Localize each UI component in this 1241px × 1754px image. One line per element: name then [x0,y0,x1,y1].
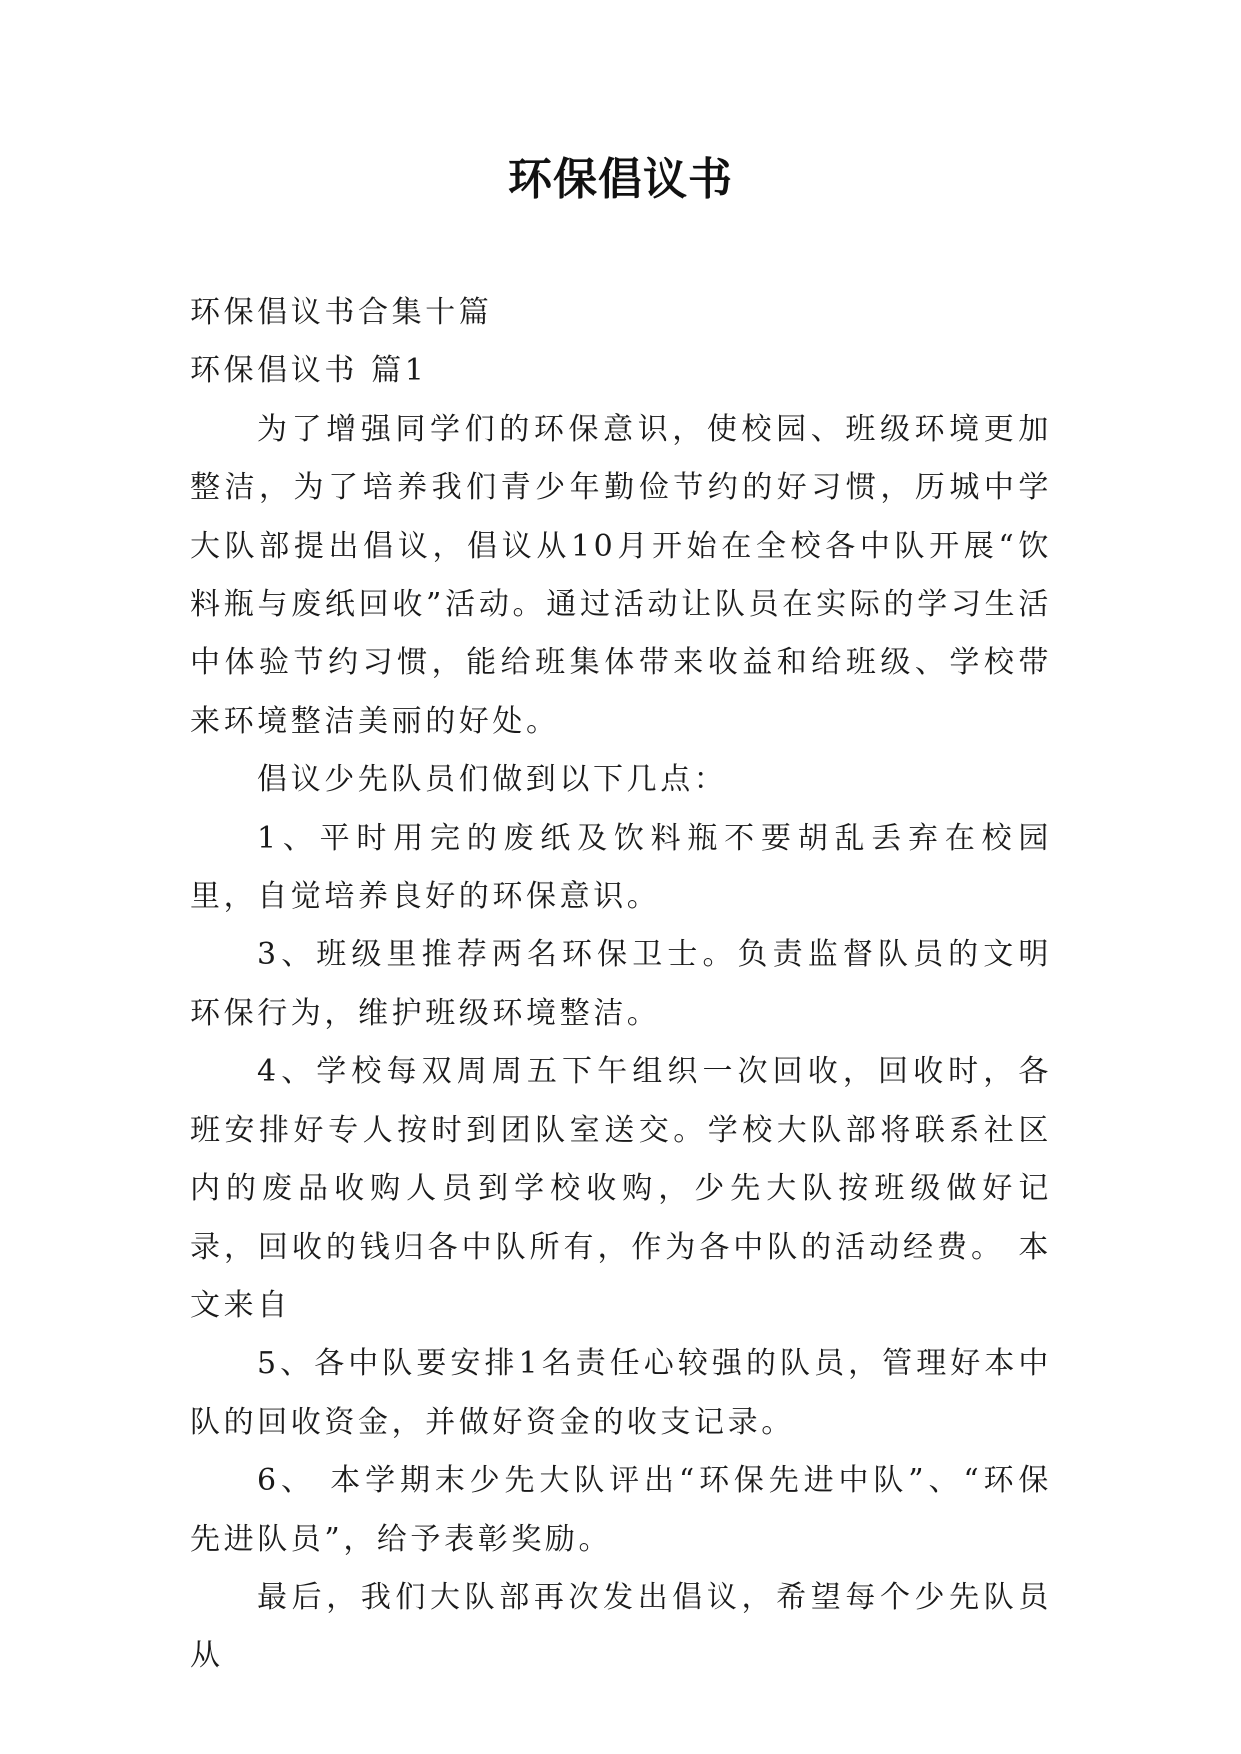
document-body [190,284,1052,1686]
paragraph-intro: 为了增强同学们的环保意识，使校园、班级环境更加整洁，为了培养我们青少年勤俭节约的好习惯，历城中学大队部提出倡议，倡议从10月开始在全校各中队开展“饮料瓶与废纸回收”活动。通过活动让队员在实际的学习生活中体验节约习惯，能给班集体带来收益和给班级、学校带来环境整洁美丽的好处。 [190,411,1052,739]
paragraph-item-3: 3、班级里推荐两名环保卫士。负责监督队员的文明环保行为，维护班级环境整洁。 [190,937,1052,1031]
paragraph-closing: 最后，我们大队部再次发出倡议，希望每个少先队员从 [190,1579,1052,1674]
paragraph-proposal-lead: 倡议少先队员们做到以下几点： [257,762,728,798]
paragraph-item-4: 4、学校每双周周五下午组织一次回收，回收时，各班安排好专人按时到团队室送交。学校大队部将联系社区内的废品收购人员到学校收购，少先大队按班级做好记录，回收的钱归各中队所有，作为各中队的活动经费。 本文来自 [190,1054,1052,1323]
paragraph-item-1: 1、平时用完的废纸及饮料瓶不要胡乱丢弃在校园里，自觉培养良好的环保意识。 [190,820,1052,915]
paragraph-item-6: 6、 本学期末少先大队评出“环保先进中队”、“环保先进队员”，给予表彰奖励。 [190,1463,1052,1557]
collection-subtitle: 环保倡议书合集十篇 [190,295,493,330]
document-title: 环保倡议书 [508,154,733,205]
section-heading: 环保倡议书 篇1 [190,353,428,389]
paragraph-item-5: 5、各中队要安排1名责任心较强的队员，管理好本中队的回收资金，并做好资金的收支记录。 [190,1346,1052,1440]
